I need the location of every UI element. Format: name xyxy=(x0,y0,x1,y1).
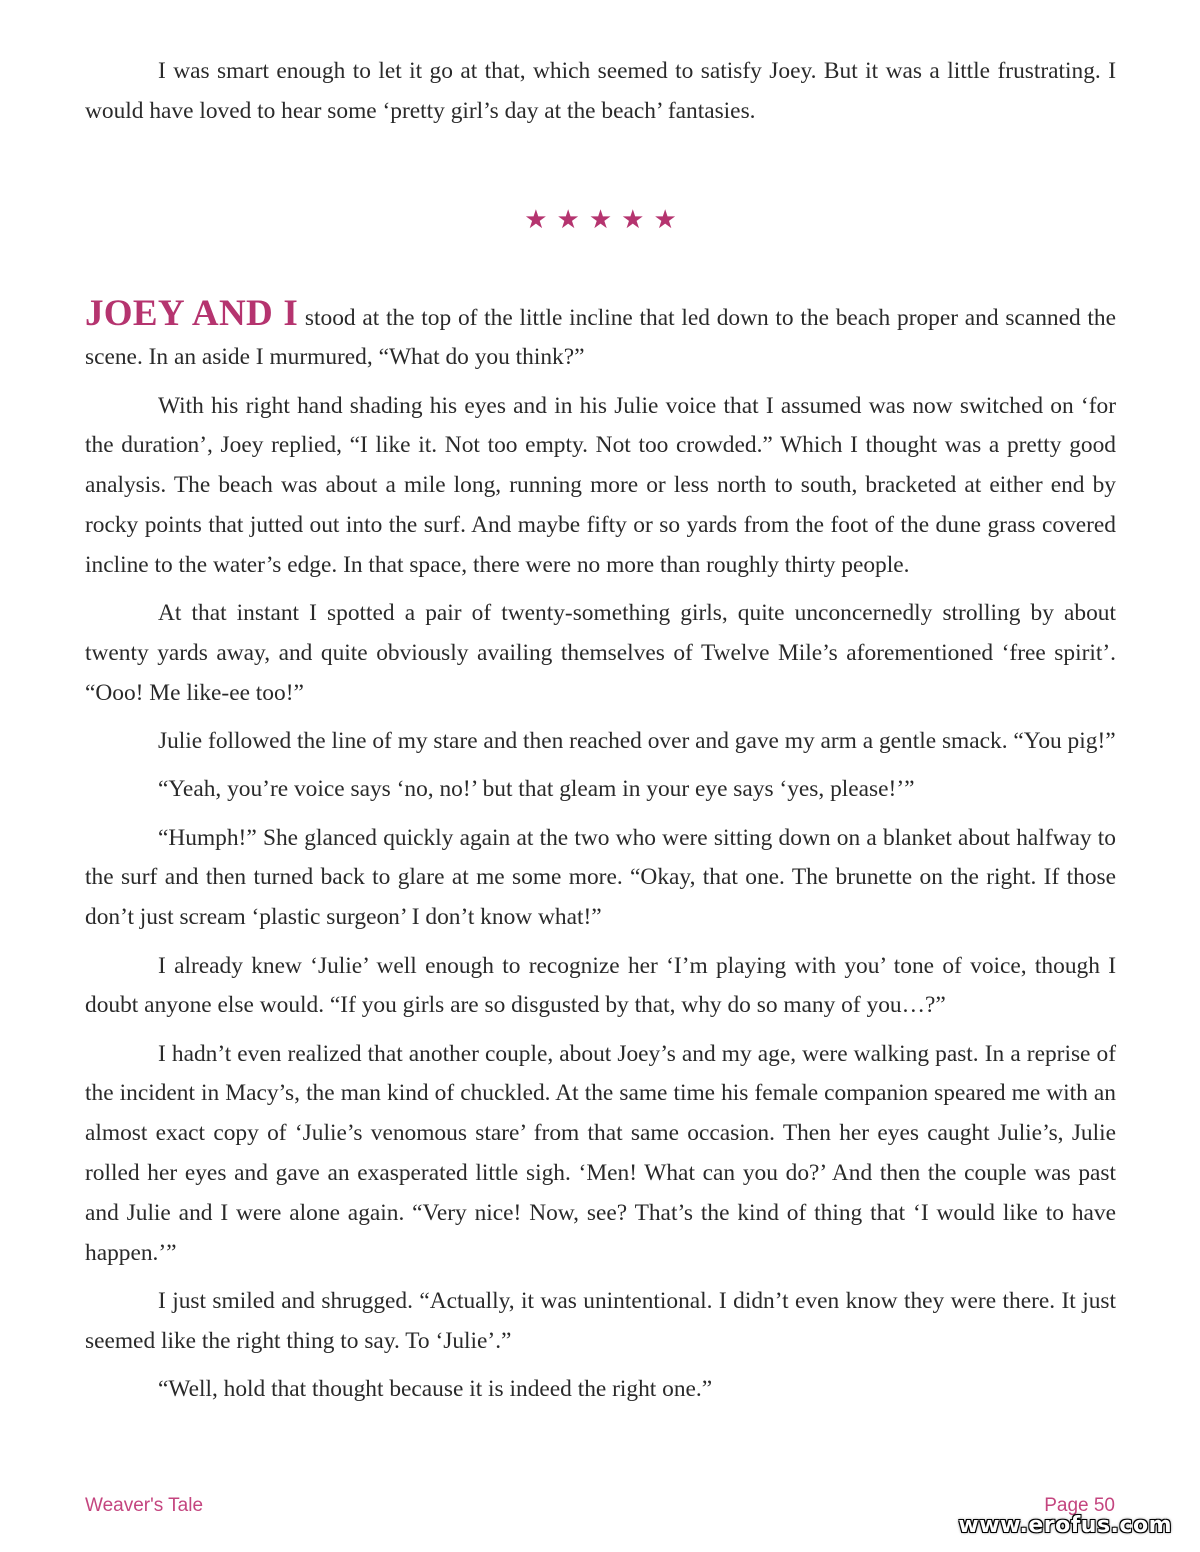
paragraph: “Well, hold that thought because it is indeed the right one.” xyxy=(158,1376,713,1403)
paragraph: With his right hand shading his eyes and in his Julie voice that I assumed was now switched on ‘for the duration’, Joey replied, “I like it. Not too empty. Not too crowded.” Which I thought was a pretty good analysis. The beach was about a mile long, running more or less north to south, bracketed at either end by rocky points that jutted out into the surf. And maybe fifty or so yards from the foot of the dune grass covered incline to the water’s edge. In that space, there were no more than roughly thirty people. xyxy=(85,392,1116,578)
site-watermark: www.erofus.com xyxy=(958,1513,1172,1538)
paragraph-intro: I was smart enough to let it go at that, which seemed to satisfy Joey. But it was a little frustrating. I would have loved to hear some ‘pretty girl’s day at the beach’ fantasies. xyxy=(85,58,1116,124)
chapter-dropcap: JOEY AND I xyxy=(85,292,299,334)
chapter-opening-text: stood at the top of the little incline that led down to the beach proper and scanned the scene. In an aside I murmured, “What do you think?” xyxy=(85,304,1116,371)
page-body xyxy=(85,52,1116,1418)
paragraph: “Yeah, you’re voice says ‘no, no!’ but that gleam in your eye says ‘yes, please!’” xyxy=(158,776,915,803)
footer-book-title: Weaver's Tale xyxy=(85,1495,204,1516)
paragraph: I just smiled and shrugged. “Actually, it was unintentional. I didn’t even know they were there. It just seemed like the right thing to say. To ‘Julie’.” xyxy=(85,1287,1116,1354)
paragraph: “Humph!” She glanced quickly again at the two who were sitting down on a blanket about halfway to the surf and then turned back to glare at me some more. “Okay, that one. The brunette on the right. If those don’t just scream ‘plastic surgeon’ I don’t know what!” xyxy=(85,824,1116,931)
chapter-opening-paragraph xyxy=(85,294,1116,379)
paragraph: Julie followed the line of my stare and then reached over and gave my arm a gentle smack. “You pig!” xyxy=(158,728,1116,755)
footer-page-number: Page 50 xyxy=(1044,1495,1115,1516)
section-break-stars: ★★★★★ xyxy=(524,204,686,235)
paragraph: I already knew ‘Julie’ well enough to recognize her ‘I’m playing with you’ tone of voice, though I doubt anyone else would. “If you girls are so disgusted by that, why do so many of you…?” xyxy=(85,952,1116,1019)
paragraph: I hadn’t even realized that another couple, about Joey’s and my age, were walking past. In a reprise of the incident in Macy’s, the man kind of chuckled. At the same time his female companion speared me with an almost exact copy of ‘Julie’s venomous stare’ from that same occasion. Then her eyes caught Julie’s, Julie rolled her eyes and gave an exasperated little sigh. ‘Men! What can you do?’ And then the couple was past and Julie and I were alone again. “Very nice! Now, see? That’s the kind of thing that ‘I would like to have happen.’” xyxy=(85,1040,1116,1266)
paragraph: At that instant I spotted a pair of twenty-something girls, quite unconcernedly strolling by about twenty yards away, and quite obviously availing themselves of Twelve Mile’s aforementioned ‘free spirit’. “Ooo! Me like-ee too!” xyxy=(85,600,1116,706)
